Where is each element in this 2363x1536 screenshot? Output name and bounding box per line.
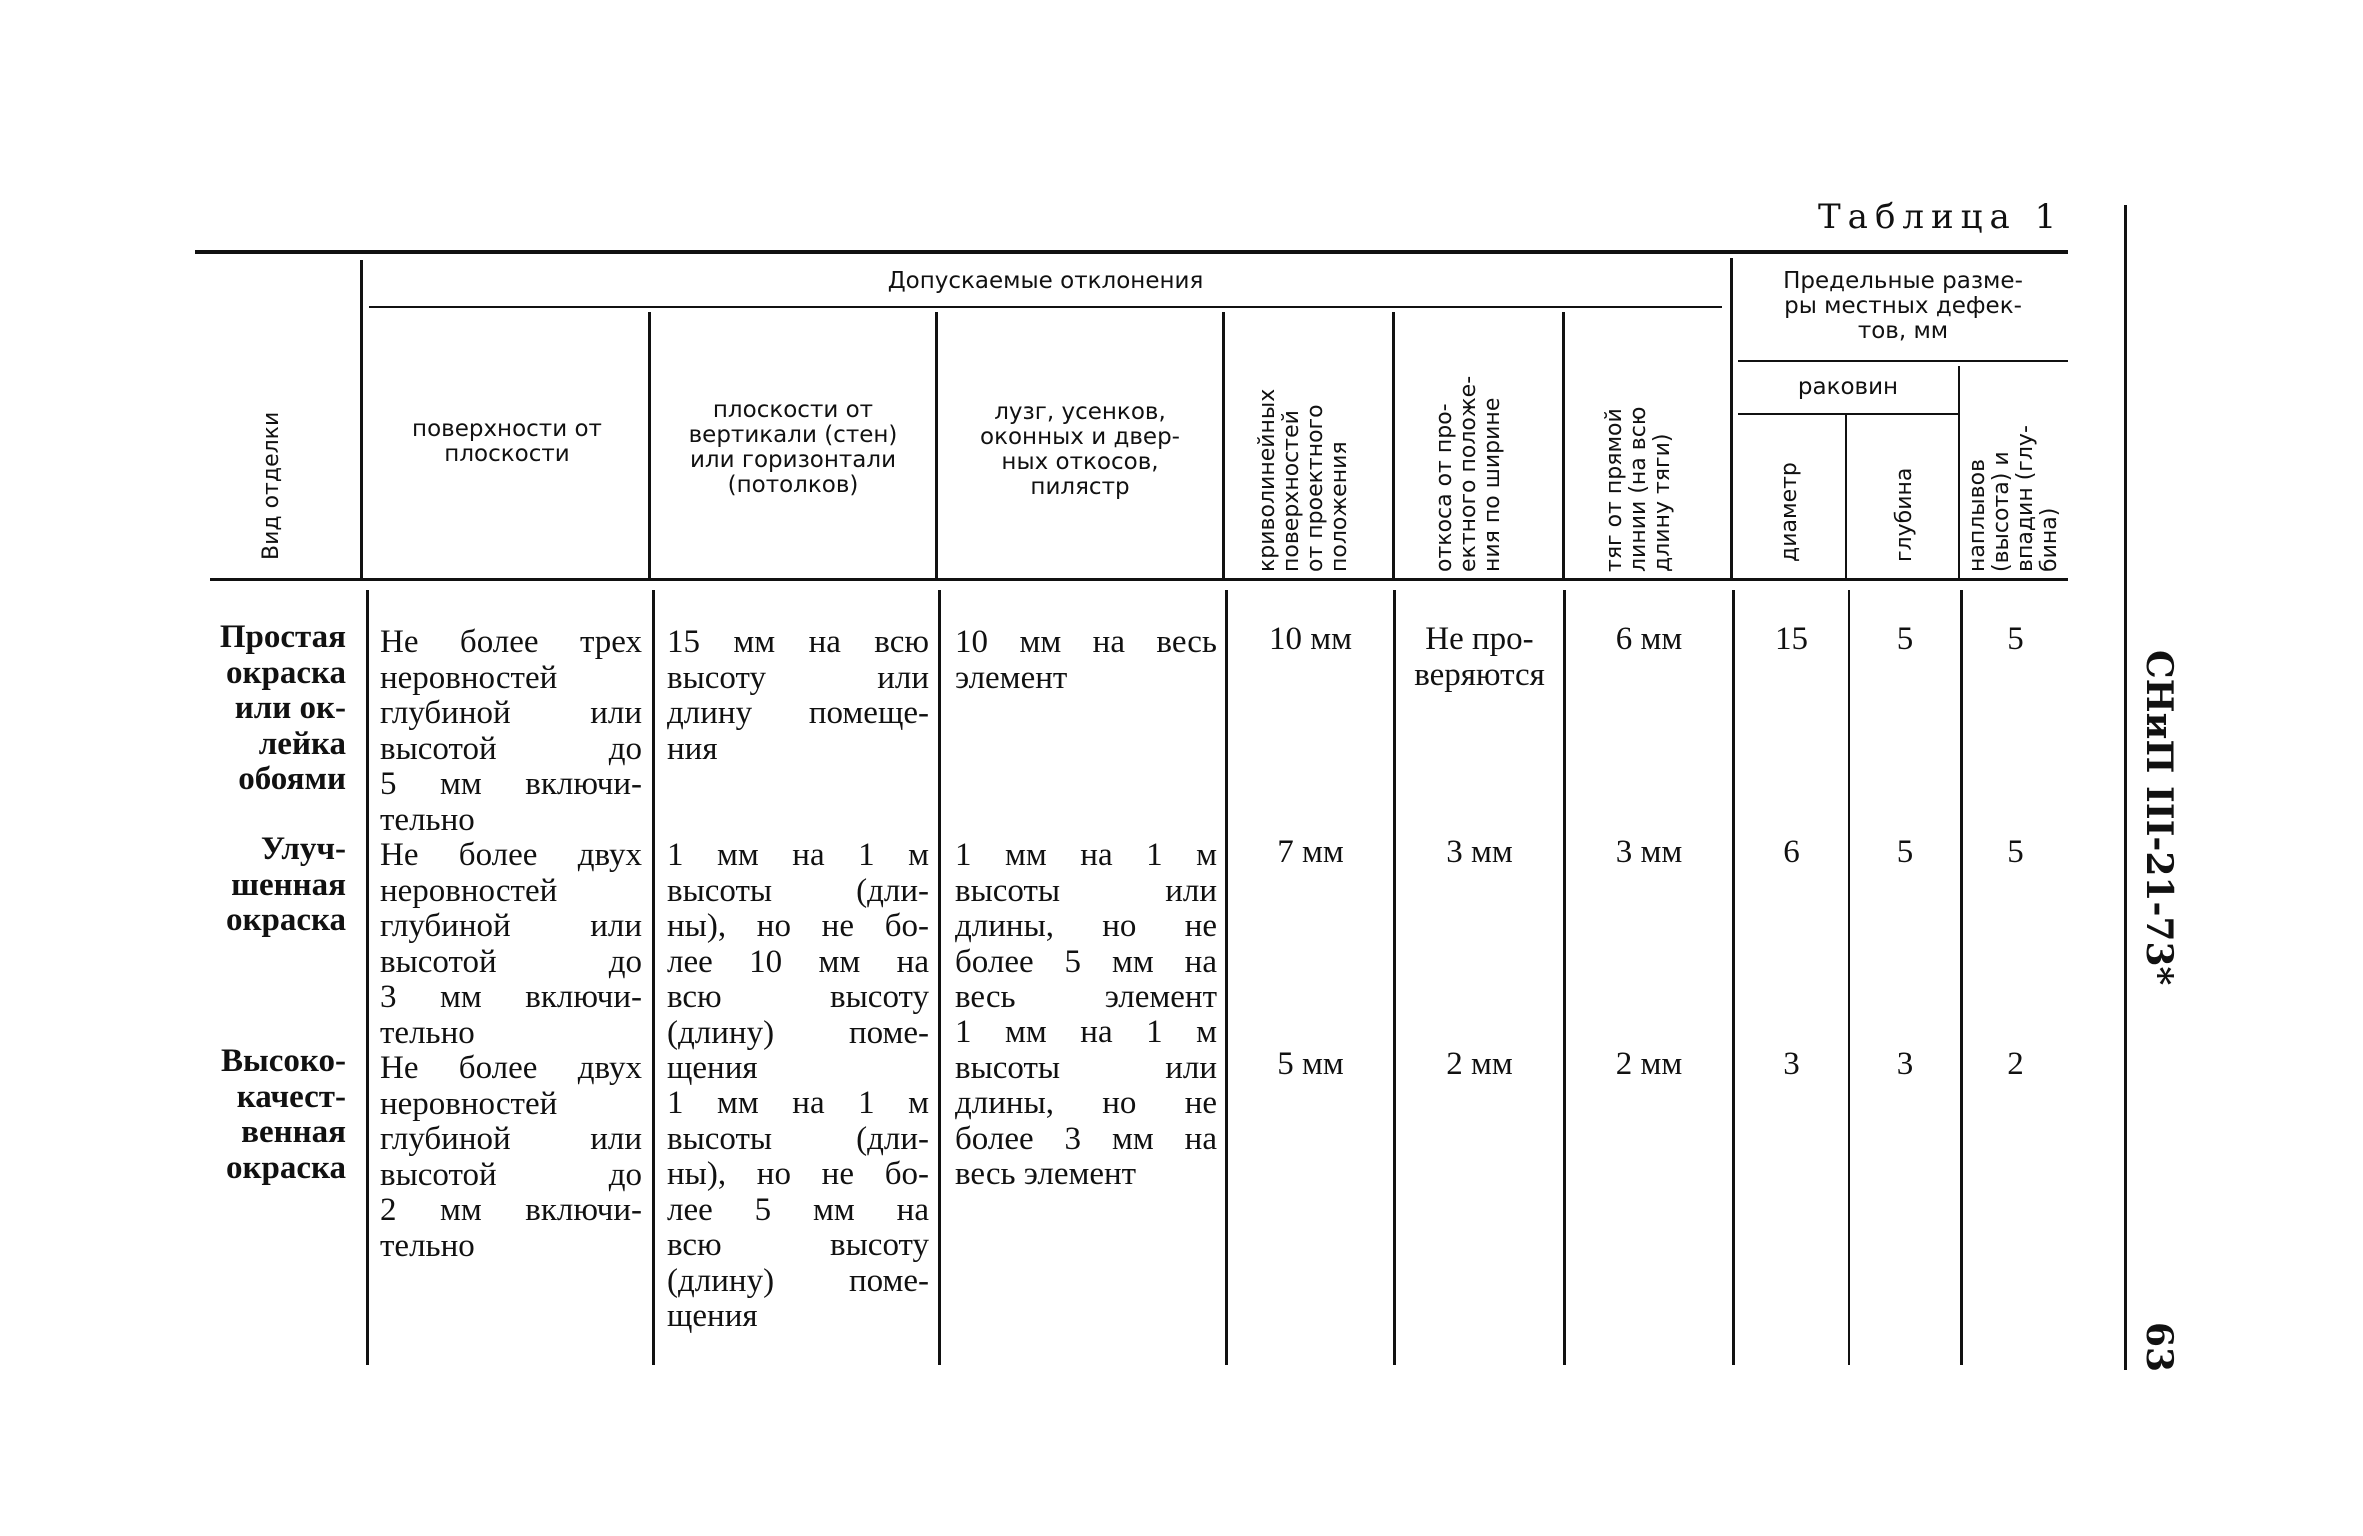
row2-kind: Улуч- шенная окраска (225, 831, 346, 938)
row3-lyuzg-line: длины, но не (955, 1085, 1217, 1121)
row2-rods: 3 мм (1615, 834, 1683, 870)
row1-plane-line: высоту или (667, 659, 929, 696)
header-surface-text: поверхности от плоскости (412, 416, 602, 467)
row2-curved: 7 мм (1277, 834, 1344, 870)
header-rods: тяг от прямой линии (на всю длину тяги) (1602, 406, 1675, 572)
row2-lyuzg-line: более 5 мм на (955, 943, 1217, 980)
row2-slope: 3 мм (1446, 834, 1513, 870)
row3-curved: 5 мм (1277, 1046, 1344, 1082)
row3-slope: 2 мм (1446, 1046, 1513, 1082)
pits-overline (1738, 360, 2068, 362)
row1-rods: 6 мм (1615, 621, 1683, 657)
row2-surface (380, 838, 642, 1051)
body-line-8 (1848, 590, 1850, 1365)
row3-lyuzg-line: более 3 мм на (955, 1120, 1217, 1157)
row3-plane-line: ны), но не бо- (667, 1156, 929, 1192)
body-line-5 (1393, 590, 1396, 1365)
body-line-1 (366, 590, 369, 1365)
row1-kind: Простая окраска или ок- лейка обоями (219, 619, 346, 797)
header-plane (651, 393, 935, 503)
header-depth: глубина (1892, 467, 1917, 562)
header-slope: откоса от про- ектного положе- ния по ширине (1432, 375, 1505, 572)
row2-surface-line: неровностей (380, 872, 558, 909)
row1-surface-line: неровностей (380, 659, 558, 696)
margin-rule (2124, 205, 2127, 1370)
row3-surface (380, 1051, 642, 1264)
pits-underline (1738, 413, 1958, 415)
row2-surface-line: Не более двух (380, 837, 642, 873)
row2-lyuzg-line: длины, но не (955, 908, 1217, 944)
row3-plane-line: высоты (дли- (667, 1120, 929, 1157)
row1-lyuzg-line: 10 мм на весь (955, 624, 1217, 660)
row2-lyuzg (955, 838, 1217, 1016)
row3-plane-line: 1 мм на 1 м (667, 1085, 929, 1121)
header-diameter: диаметр (1777, 462, 1802, 562)
row3-rods: 2 мм (1615, 1046, 1683, 1082)
row2-plane-line: лее 10 мм на (667, 943, 929, 980)
header-limits-text: Предельные разме- ры местных дефек- тов, мм (1783, 267, 2023, 344)
row3-plane-line: лее 5 мм на (667, 1191, 929, 1228)
row1-lyuzg-line: элемент (955, 659, 1068, 696)
row2-plane-line: щения (667, 1050, 758, 1086)
row3-surface-line: 2 мм включи- (380, 1192, 642, 1228)
header-kind: Вид отделки (259, 411, 284, 560)
row1-surface (380, 625, 642, 838)
col-line-9 (1958, 366, 1960, 578)
row2-surface-line: глубиной или (380, 908, 642, 944)
row3-lyuzg-line: 1 мм на 1 м (955, 1014, 1217, 1050)
body-line-3 (938, 590, 941, 1365)
row3-plane-line: (длину) поме- (667, 1262, 929, 1299)
col-line-6 (1562, 312, 1565, 578)
row1-plane-line: 15 мм на всю (667, 624, 929, 660)
row2-plane-line: всю высоту (667, 979, 929, 1015)
row3-lyuzg (955, 1015, 1217, 1193)
row2-lyuzg-line: 1 мм на 1 м (955, 837, 1217, 873)
header-sags: наплывов (высота) и впадин (глу- бина) (1965, 425, 2062, 572)
header-curved: криволинейных поверхностей от проектного положения (1255, 388, 1352, 572)
header-lyuzg (938, 395, 1222, 505)
row2-plane-line: высоты (дли- (667, 872, 929, 909)
row1-plane-line: длину помеще- (667, 695, 929, 731)
row2-surface-line: высотой до (380, 943, 642, 980)
header-lyuzg-text: лузг, усенков, оконных и двер- ных откосов, пилястр (980, 399, 1180, 500)
body-line-2 (652, 590, 655, 1365)
header-allowed: Допускаемые отклонения (887, 267, 1204, 294)
top-rule (195, 250, 2068, 254)
row2-plane-line: ны), но не бо- (667, 908, 929, 944)
row1-surface-line: 5 мм включи- (380, 766, 642, 802)
row3-plane-line: щения (667, 1298, 758, 1334)
table-title: Таблица 1 (1818, 197, 2064, 237)
row3-surface-line: Не более двух (380, 1050, 642, 1086)
header-plane-text: плоскости от вертикали (стен) или горизонтали (потолков) (688, 397, 898, 498)
row3-sags: 2 (2007, 1046, 2024, 1082)
header-limits (1738, 264, 2068, 348)
row1-lyuzg (955, 625, 1217, 696)
row1-depth: 5 (1896, 621, 1914, 657)
body-line-4 (1225, 590, 1228, 1365)
row2-diameter: 6 (1783, 834, 1800, 870)
header-surface (366, 412, 648, 472)
row2-surface-line: тельно (380, 1014, 475, 1051)
row3-lyuzg-line: высоты или (955, 1049, 1217, 1086)
row1-surface-line: высотой до (380, 730, 642, 767)
header-bottom-rule (210, 578, 2068, 581)
body-line-7 (1732, 590, 1735, 1365)
col-line-8 (1845, 413, 1847, 578)
row3-plane-line: всю высоту (667, 1227, 929, 1263)
row3-plane (667, 1086, 929, 1335)
col-line-5 (1392, 312, 1395, 578)
row3-surface-line: неровностей (380, 1085, 558, 1122)
body-line-6 (1563, 590, 1566, 1365)
body-line-9 (1960, 590, 1963, 1365)
row2-plane-line: (длину) поме- (667, 1014, 929, 1051)
row2-plane-line: 1 мм на 1 м (667, 837, 929, 873)
page-number: 63 (2138, 1322, 2180, 1373)
document-code: СНиП III-21-73* (2138, 650, 2180, 986)
row2-lyuzg-line: весь элемент (955, 979, 1217, 1015)
row1-surface-line: тельно (380, 801, 475, 838)
row2-lyuzg-line: высоты или (955, 872, 1217, 909)
row3-surface-line: глубиной или (380, 1121, 642, 1157)
allowed-underline (369, 306, 1722, 308)
row3-surface-line: тельно (380, 1227, 475, 1264)
row3-lyuzg-line: весь элемент (955, 1156, 1137, 1192)
row3-surface-line: высотой до (380, 1156, 642, 1193)
row2-depth: 5 (1896, 834, 1914, 870)
col-line-4 (1222, 312, 1225, 578)
row3-kind: Высоко- качест- венная окраска (221, 1043, 346, 1186)
row3-diameter: 3 (1783, 1046, 1800, 1082)
row3-depth: 3 (1896, 1046, 1914, 1082)
row2-sags: 5 (2007, 834, 2024, 870)
row1-diameter: 15 (1775, 621, 1808, 657)
row1-slope: Не про- веряются (1414, 621, 1545, 693)
col-line-7 (1730, 258, 1733, 578)
row2-plane (667, 838, 929, 1087)
row1-plane (667, 625, 929, 767)
col-line-1 (360, 260, 363, 578)
header-pits: раковин (1797, 373, 1899, 400)
row1-surface-line: Не более трех (380, 624, 642, 660)
row1-curved: 10 мм (1268, 621, 1352, 657)
row1-surface-line: глубиной или (380, 695, 642, 731)
row1-plane-line: ния (667, 730, 718, 767)
row2-surface-line: 3 мм включи- (380, 979, 642, 1015)
row1-sags: 5 (2007, 621, 2024, 657)
